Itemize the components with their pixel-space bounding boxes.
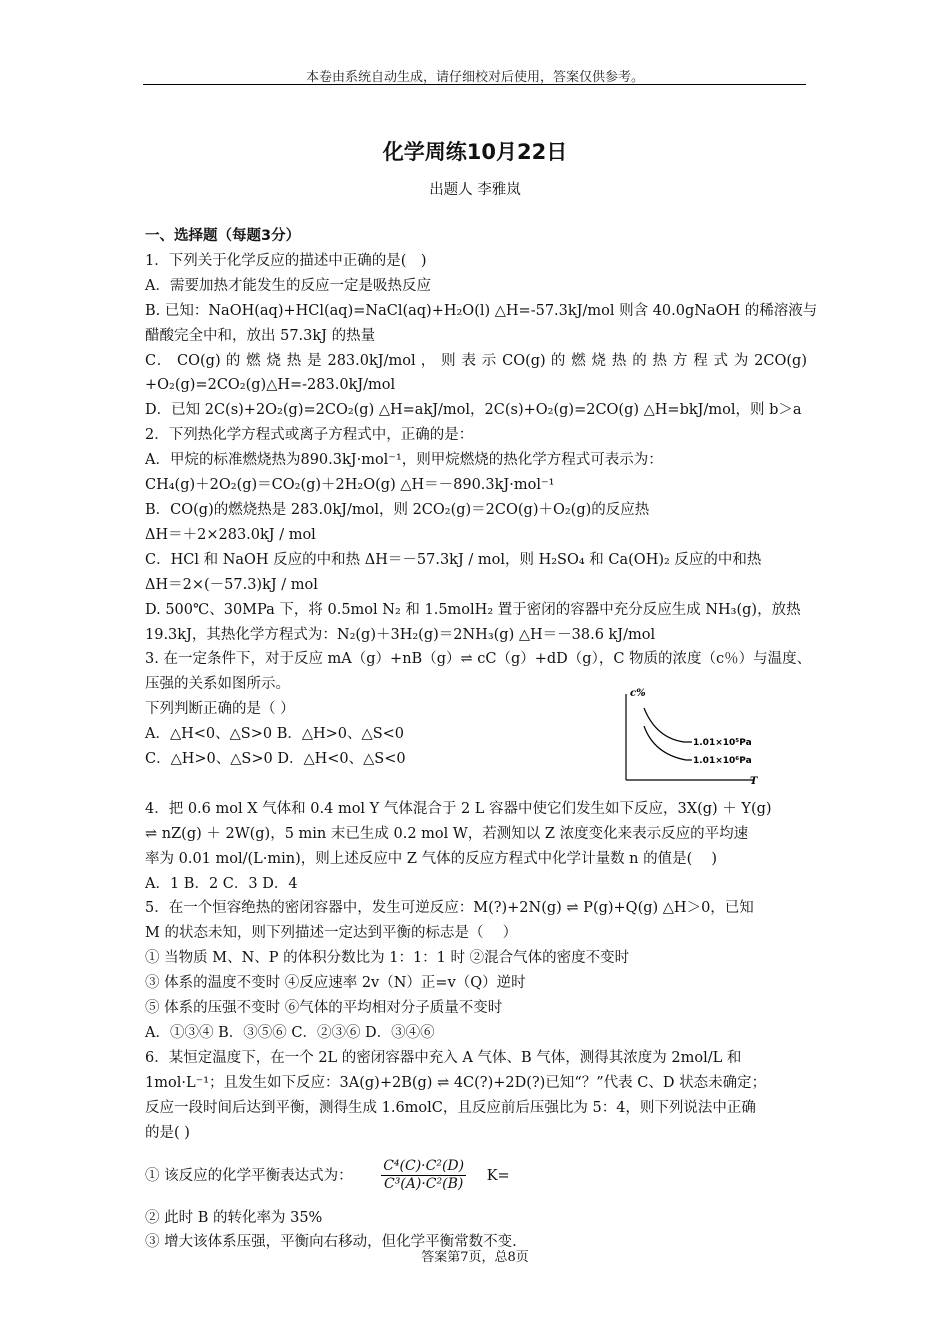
header-note: 本卷由系统自动生成，请仔细校对后使用，答案仅供参考。 [305,70,644,85]
text-line: A．①③④ B．③⑤⑥ C．②③⑥ D．③④⑥ [145,1024,435,1041]
q6-item-1-text: ① 该反应的化学平衡表达式为： [145,1167,353,1184]
text-line: C．HCl 和 NaOH 反应的中和热 ΔH＝－57.3kJ / mol，则 H₂SO₄ 和 Ca(OH)₂ 反应的中和热 [145,551,762,568]
section-heading: 一、选择题（每题3分） [145,228,301,244]
author-line: 出题人 李雅岚 [429,182,521,198]
text-line: 下列判断正确的是（ ） [145,701,295,718]
text-line: +O₂(g)=2CO₂(g)△H=-283.0kJ/mol [145,377,396,394]
concentration-temperature-figure [614,686,784,786]
text-line: 1．下列关于化学反应的描述中正确的是( ) [145,252,427,269]
header-rule [143,84,806,85]
q6-item-1 [145,1146,807,1206]
text-line: A．需要加热才能发生的反应一定是吸热反应 [145,277,431,294]
text-line: B. 已知：NaOH(aq)+HCl(aq)=NaCl(aq)+H₂O(l) △H=-57.3kJ/mol 则含 40.0gNaOH 的稀溶液与 [145,302,818,319]
text-line: A．甲烷的标准燃烧热为890.3kJ·mol⁻¹，则甲烷燃烧的热化学方程式可表示为： [145,452,663,469]
curve-1e6-pa-label: 1.01×10⁶Pa [693,756,752,766]
text-line: M 的状态未知，则下列描述一定达到平衡的标志是（ ） [145,925,518,942]
formula-numerator: C⁴(C)·C²(D) [383,1158,465,1175]
text-line: 1mol·L⁻¹；且发生如下反应：3A(g)+2B(g) ⇌ 4C(?)+2D(?)已知“？”代表 C、D 状态未确定； [145,1074,767,1091]
figure-x-label: T [750,776,758,786]
text-line: D. 500℃、30MPa 下，将 0.5mol N₂ 和 1.5molH₂ 置于密闭的容器中充分反应生成 NH₃(g)，放热 [145,601,801,618]
text-line: C．△H>0、△S>0 D．△H<0、△S<0 [145,751,406,768]
text-line: 的是( ) [145,1124,190,1141]
text-line: ① 当物质 M、N、P 的体积分数比为 1：1：1 时 ②混合气体的密度不变时 [145,950,630,967]
text-line: A．1 B．2 C．3 D．4 [145,875,298,892]
text-line: CH₄(g)＋2O₂(g)＝CO₂(g)＋2H₂O(g) △H＝－890.3kJ·mol⁻¹ [145,477,555,494]
text-line: 率为 0.01 mol/(L·min)，则上述反应中 Z 气体的反应方程式中化学计量数 n 的值是( ) [145,850,718,867]
text-line: 反应一段时间后达到平衡，测得生成 1.6molC，且反应前后压强比为 5：4，则下列说法中正确 [145,1099,756,1116]
text-line: 2．下列热化学方程式或离子方程式中，正确的是： [145,427,474,444]
formula-denominator: C³(A)·C²(B) [383,1176,464,1193]
text-line: B．CO(g)的燃烧热是 283.0kJ/mol，则 2CO₂(g)＝2CO(g)＋O₂(g)的反应热 [145,501,650,518]
text-line: A．△H<0、△S>0 B．△H>0、△S<0 [145,726,404,743]
text-line: ΔH＝2×(－57.3)kJ / mol [145,576,318,593]
text-line: C． CO(g) 的 燃 烧 热 是 283.0kJ/mol ， 则 表 示 CO(g) 的 燃 烧 热 的 热 方 程 式 为 2CO(g) [145,352,807,369]
q6-item-3: ③ 增大该体系压强，平衡向右移动，但化学平衡常数不变. [145,1234,517,1251]
text-line: 压强的关系如图所示。 [145,676,290,693]
text-line: 6．某恒定温度下，在一个 2L 的密闭容器中充入 A 气体、B 气体，测得其浓度为 2mol/L 和 [145,1049,742,1066]
text-line: 4．把 0.6 mol X 气体和 0.4 mol Y 气体混合于 2 L 容器中使它们发生如下反应，3X(g) ＋ Y(g) [145,800,772,817]
q6-item-2: ② 此时 B 的转化率为 35% [145,1209,323,1226]
curve-1e5-pa [644,708,692,742]
text-line: 5．在一个恒容绝热的密闭容器中，发生可逆反应：M(?)+2N(g) ⇌ P(g)+Q(g) △H＞0，已知 [145,900,754,917]
text-line: ⇌ nZ(g) ＋ 2W(g)，5 min 末已生成 0.2 mol W，若测知以 Z 浓度变化来表示反应的平均速 [145,825,749,842]
text-line: ΔH＝＋2×283.0kJ / mol [145,526,316,543]
text-line: 3. 在一定条件下，对于反应 mA（g）+nB（g）⇌ cC（g）+dD（g），C 物质的浓度（c％）与温度、 [145,651,812,668]
curve-1e5-pa-label: 1.01×10⁵Pa [693,738,752,748]
text-line: 19.3kJ，其热化学方程式为：N₂(g)＋3H₂(g)＝2NH₃(g) △H＝－38.6 kJ/mol [145,626,656,643]
text-line: 醋酸完全中和，放出 57.3kJ 的热量 [145,327,376,344]
text-line: D．已知 2C(s)+2O₂(g)=2CO₂(g) △H=akJ/mol，2C(s)+O₂(g)=2CO(g) △H=bkJ/mol，则 b＞a [145,402,802,419]
page-title: 化学周练10月22日 [382,140,568,164]
text-line: ③ 体系的温度不变时 ④反应速率 2v（N）正=v（Q）逆时 [145,975,526,992]
q6-item-1-suffix: K= [486,1167,510,1184]
equilibrium-formula [381,1158,466,1193]
text-line: ⑤ 体系的压强不变时 ⑥气体的平均相对分子质量不变时 [145,1000,503,1017]
figure-y-label: c% [630,688,646,699]
curve-1e6-pa [644,726,692,760]
page-footer: 答案第7页，总8页 [421,1250,529,1265]
